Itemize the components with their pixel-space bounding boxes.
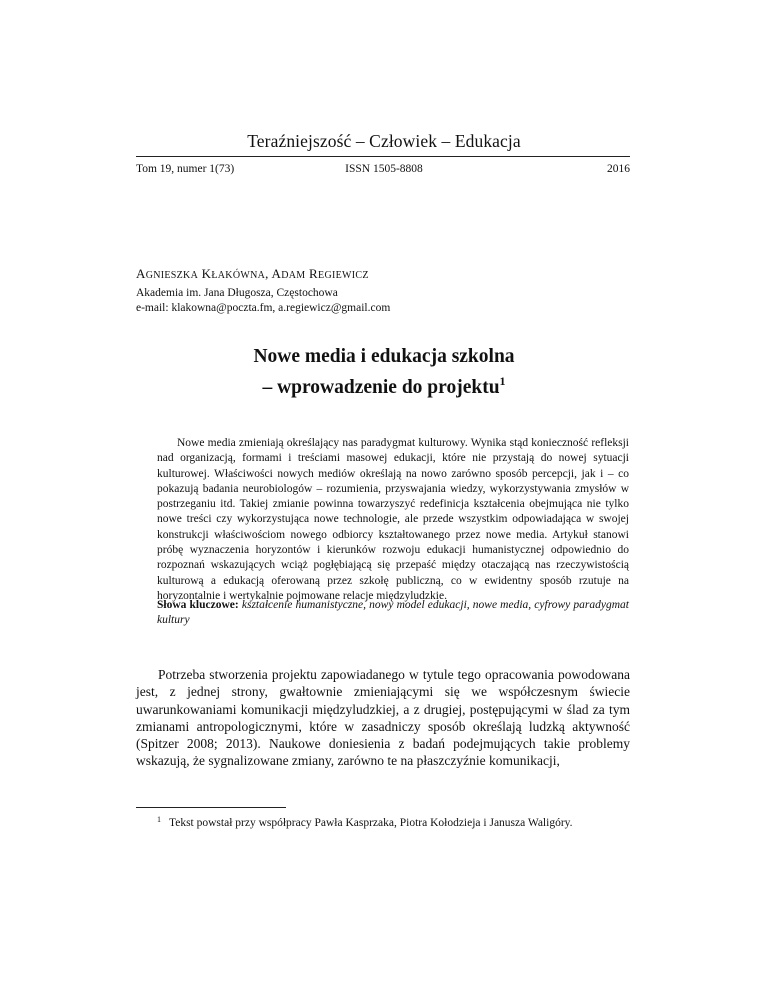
article-title bbox=[0, 344, 768, 400]
author2-last-initial: R bbox=[309, 266, 319, 281]
author-names bbox=[136, 266, 369, 282]
author2-initial: A bbox=[271, 266, 282, 281]
keywords-label: Słowa kluczowe: bbox=[157, 599, 239, 611]
abstract bbox=[157, 436, 629, 604]
footnote-text: Tekst powstał przy współpracy Pawła Kasprzaka, Piotra Kołodzieja i Janusza Waligóry. bbox=[169, 817, 573, 829]
author1-initial: A bbox=[136, 266, 146, 281]
affiliation: Akademia im. Jana Długosza, Częstochowa bbox=[136, 287, 338, 299]
body-text bbox=[136, 666, 630, 770]
author1-first-rest: GNIESZKA bbox=[145, 270, 199, 281]
keywords bbox=[157, 598, 629, 629]
footnote-mark: 1 bbox=[157, 815, 161, 824]
header-rule bbox=[136, 156, 630, 157]
body-paragraph: Potrzeba stworzenia projektu zapowiadanego w tytule tego opracowania powodowana jest, z jednej strony, gwałtownie zmieniającymi się we współczesnym świecie uwarunkowaniami komunikacji międzyludzkiej, a z drugiej, postępującymi w ślad za tym zmianami antropologicznymi, które w zasadniczy sposób określają ludzką aktywność (Spitzer 2008; 2013). Naukowe doniesienia z badań podejmujących takie problemy wskazują, że sygnalizowane zmiany, zarówno te na płaszczyźnie komunikacji, bbox=[136, 667, 630, 769]
journal-title: Teraźniejszość – Człowiek – Edukacja bbox=[247, 131, 521, 151]
title-footnote-mark: 1 bbox=[499, 374, 506, 388]
keywords-text: kształcenie humanistyczne, nowy model edukacji, nowe media, cyfrowy paradygmat kultury bbox=[157, 599, 629, 627]
author1-last-initial: K bbox=[201, 266, 212, 281]
issn: ISSN 1505-8808 bbox=[345, 163, 423, 175]
email-line: e-mail: klakowna@poczta.fm, a.regiewicz@gmail.com bbox=[136, 302, 391, 314]
title-line-1: Nowe media i edukacja szkolna bbox=[253, 346, 515, 367]
footnote-rule bbox=[136, 807, 286, 808]
author-separator: , bbox=[265, 266, 272, 281]
author1-last-rest: ŁAKÓWNA bbox=[211, 270, 266, 281]
abstract-text: Nowe media zmieniają określający nas paradygmat kulturowy. Wynika stąd konieczność refleksji nad organizacją, formami i treściami masowej edukacji, które nie przystają do nowej sytuacji kulturowej. Właściwości nowych mediów określają na nowo zarówno sposób percepcji, jak i – co pokazują badania neurobiologów – rozumienia, przyswajania wiedzy, wykorzystywania zmysłów w postrzeganiu itd. Takiej zmianie powinna towarzyszyć redefinicja kształcenia obejmująca nie tylko nowe treści czy wykorzystująca nowe technologie, ale przede wszystkim odpowiadająca w swojej konstrukcji właściwościom nowego odbiorcy kształtowanego przez nowe media. Artykuł stanowi próbę wyznaczenia horyzontów i kierunków rozwoju edukacji humanistycznej odpowiednio do rozpoznań wskazujących wciąż pogłębiającą się przepaść między otaczającą nas rzeczywistością kulturową a edukacją oferowaną przez szkołę publiczną, co w ewidentny sposób rzutuje na horyzontalnie i wertykalnie pojmowane relacje międzyludzkie. bbox=[157, 437, 629, 602]
author2-last-rest: EGIEWICZ bbox=[318, 270, 369, 281]
author2-first-rest: DAM bbox=[281, 270, 306, 281]
volume-number: Tom 19, numer 1(73) bbox=[136, 163, 235, 175]
footnote bbox=[157, 815, 573, 829]
title-line-2: – wprowadzenie do projektu bbox=[262, 377, 500, 398]
publication-year: 2016 bbox=[607, 163, 630, 175]
affiliation-block bbox=[136, 286, 390, 316]
